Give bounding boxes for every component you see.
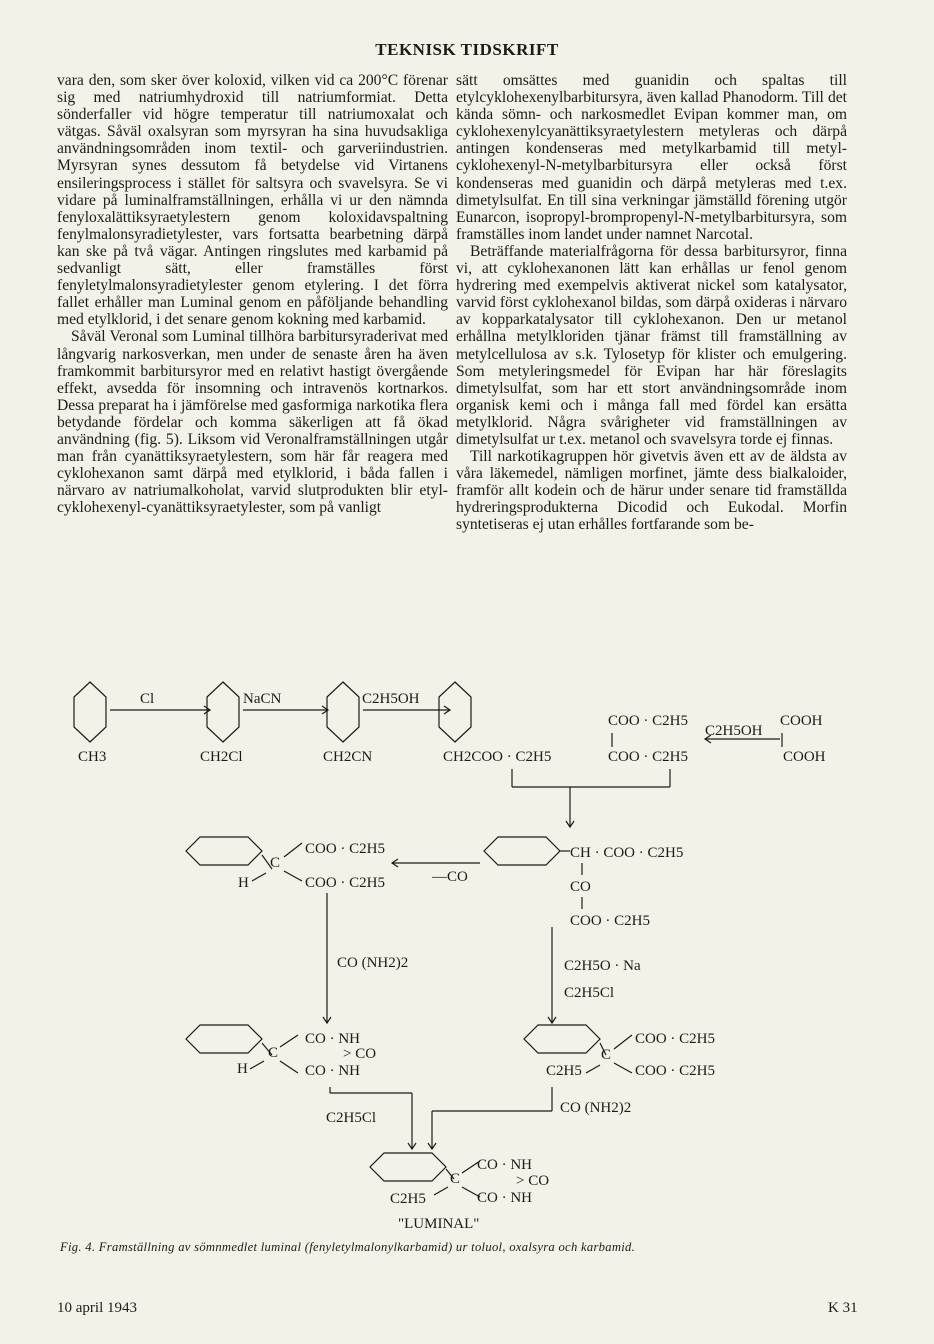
malonate-bond-bottom — [284, 871, 302, 881]
journal-header — [367, 40, 567, 60]
barb-bond-top — [280, 1035, 298, 1047]
footer-date: 10 april 1943 — [57, 1300, 137, 1316]
left-column — [57, 72, 448, 516]
malonate-h: H — [238, 875, 249, 891]
benzene-ring-luminal — [370, 1153, 446, 1181]
luminal-mid: > CO — [516, 1173, 550, 1189]
oxalic-bottom: COOH — [783, 749, 826, 765]
luminal-reaction-scheme — [40, 675, 900, 1235]
luminal-et: C2H5 — [390, 1191, 426, 1207]
right-column — [456, 72, 847, 534]
malonate-bottom: COO · C2H5 — [305, 875, 386, 891]
luminal-name: "LUMINAL" — [398, 1216, 480, 1232]
barb-h: H — [237, 1061, 248, 1077]
barb-bottom: CO · NH — [305, 1063, 360, 1079]
reagent-cl: Cl — [140, 691, 155, 707]
benzene-ring-ethylmalonate — [524, 1025, 600, 1053]
substituent-ch2cn: CH2CN — [323, 749, 373, 765]
ethylmalonate-bond-bottom — [614, 1063, 632, 1073]
oxalacetate-co: CO — [570, 879, 591, 895]
ethyl-chloride-2: C2H5Cl — [326, 1110, 377, 1126]
oxalic-top: COOH — [780, 713, 823, 729]
ethyl-chloride: C2H5Cl — [564, 985, 615, 1001]
oxalacetate-ch: CH · COO · C2H5 — [570, 845, 684, 861]
benzene-ring-phenylacetate — [439, 682, 471, 742]
minus-co: —CO — [432, 869, 468, 885]
sodium-ethoxide: C2H5O · Na — [564, 958, 641, 974]
oxalate-top: COO · C2H5 — [608, 713, 689, 729]
ethylmalonate-top: COO · C2H5 — [635, 1031, 716, 1047]
oxalacetate-coo: COO · C2H5 — [570, 913, 651, 929]
substituent-ch2cl: CH2Cl — [200, 749, 243, 765]
luminal-bottom: CO · NH — [477, 1190, 532, 1206]
substituent-ch2cooet: CH2COO · C2H5 — [443, 749, 552, 765]
figure-caption: Fig. 4. Framställning av sömnmedlet luminal (fenyletylmalonylkarbamid) ur toluol, oxalsyra och karbamid. — [60, 1240, 636, 1254]
urea-reagent-2: CO (NH2)2 — [560, 1100, 632, 1116]
malonate-c: C — [270, 855, 281, 871]
luminal-top: CO · NH — [477, 1157, 532, 1173]
malonate-bond-top — [284, 843, 302, 857]
ethylmalonate-c: C — [601, 1047, 612, 1063]
right-paragraph-1: sätt omsättes med guanidin och spaltas till etylcyklohexenylbarbitursyra, även kallad Phanodorm. Till det kända sömn- och narkosmedlet Evipan kommer man, om cyklohexenylcyanättiksyraetylestern metyleras och därpå antingen kondenseras med metylkarbamid till metyl-cyklohexenyl-N-metylbarbitursyra eller också först kondenseras med guanidin och därpå metyleras med t.ex. dimetylsulfat. En till sina verkningar jämställd förening utgör Eunarcon, isopropyl-brompropenyl-N-metylbarbitursyra, som framställes inom landet under namnet Narcotal. — [456, 72, 847, 243]
ethylmalonate-et: C2H5 — [546, 1063, 582, 1079]
substituent-ch3: CH3 — [78, 749, 107, 765]
ethylmalonate-bottom: COO · C2H5 — [635, 1063, 716, 1079]
benzene-ring-phenylbarbituric — [186, 1025, 262, 1053]
reagent-ethanol: C2H5OH — [362, 691, 420, 707]
ethylmalonate-bond-top — [614, 1035, 632, 1049]
urea-reagent: CO (NH2)2 — [337, 955, 409, 971]
barb-top: CO · NH — [305, 1031, 360, 1047]
benzene-ring-benzyl-cyanide — [327, 682, 359, 742]
right-paragraph-2: Beträffande materialfrågorna för dessa barbitursyror, finna vi, att cyklohexanonen lätt kan erhållas ur fenol genom hydrering med exempelvis aktiverat nickel som katalysator, varvid först cyklohexanol bildas, som därpå oxideras i närvaro av kopparkatalysator till cyklohexanon. Den ur metanol erhållna metylkloriden tjänar främst till framställning av metylcellulosa av s.k. Tylosetyp för klister och emulgering. Som metyleringsmedel för Evipan har här föreslagits dimetylsulfat, som har ett stort användningsområde inom organisk kemi och i många fall med fördel kan ersätta metylklorid. Några svårigheter vid framställningen av dimetylsulfat ur t.ex. metanol och svavelsyra torde ej finnas. — [456, 242, 847, 448]
malonate-bond-h — [252, 873, 266, 881]
left-paragraph-1: vara den, som sker över koloxid, vilken vid ca 200°C förenar sig med natriumhydroxid till natriumformiat. Detta sönderfaller vid högre temperatur till natriumoxalat och vätgas. Såväl oxalsyran som myrsyran ha sina huvudsakliga användningsområden inom textil- och garveriindustrien. Myrsyran synes dessutom få betydelse vid Virtanens ensileringsprocess i stället för saltsyra och svavelsyra. Se vi vidare på luminalframställningen, erhålla vi ur den nämnda fenyloxalättiksyraetylestern genom koloxidavspaltning fenylmalonsyradietylester, vars fortsatta bearbetning därpå kan ske på två vägar. Antingen ringslutes med karbamid på sedvanligt sätt, eller framställes först fenyletylmalonsyradietylester genom etylering. I det förra fallet erhåller man Luminal genom en påföljande behandling med etylklorid, i det senare genom kokning med karbamid. — [57, 72, 448, 329]
benzene-ring-benzyl-chloride — [207, 682, 239, 742]
reagent-nacn: NaCN — [243, 691, 282, 707]
journal-title: TEKNISK TIDSKRIFT — [375, 40, 559, 59]
luminal-c: C — [450, 1171, 461, 1187]
luminal-bond-et — [434, 1187, 448, 1195]
ethylmalonate-bond-et — [586, 1065, 600, 1073]
barb-mid: > CO — [343, 1046, 377, 1062]
benzene-ring-phenylmalonate — [186, 837, 262, 865]
footer-page-number: K 31 — [828, 1300, 858, 1316]
left-paragraph-2: Såväl Veronal som Luminal tillhöra barbitursyraderivat med långvarig narkosverkan, men under de senaste åren ha även framkommit barbitursyror med en relativt hastigt övergående effekt, avsedda för insomning och intravenös kortnarkos. Dessa preparat ha i jämförelse med gasformiga narkotika flera betydande fördelar och komma säkerligen att få ökad användning (fig. 5). Liksom vid Veronalframställningen utgår man från cyanättiksyraetylestern, som här får reagera med cyklohexanon samt därpå med etylklorid, i båda fallen i närvaro av natriumalkoholat, varvid slutprodukten blir etyl-cyklohexenyl-cyanättiksyraetylester, som på vanligt — [57, 328, 448, 517]
oxalic-reagent: C2H5OH — [705, 723, 763, 739]
malonate-top: COO · C2H5 — [305, 841, 386, 857]
right-paragraph-3: Till narkotikagruppen hör givetvis även ett av de äldsta av våra läkemedel, nämligen morfinet, jämte dess bialkaloider, framför allt kodein och de härur under senare tid framställda hydreringsprodukterna Dicodid och Eukodal. Morfin syntetiseras ej utan erhålles fortfarande som be- — [456, 448, 847, 534]
oxalate-bottom: COO · C2H5 — [608, 749, 689, 765]
benzene-ring-oxalacetate — [484, 837, 560, 865]
barb-bond-bottom — [280, 1061, 298, 1073]
barb-c: C — [268, 1045, 279, 1061]
barb-bond-h — [250, 1061, 264, 1069]
benzene-ring-toluene — [74, 682, 106, 742]
